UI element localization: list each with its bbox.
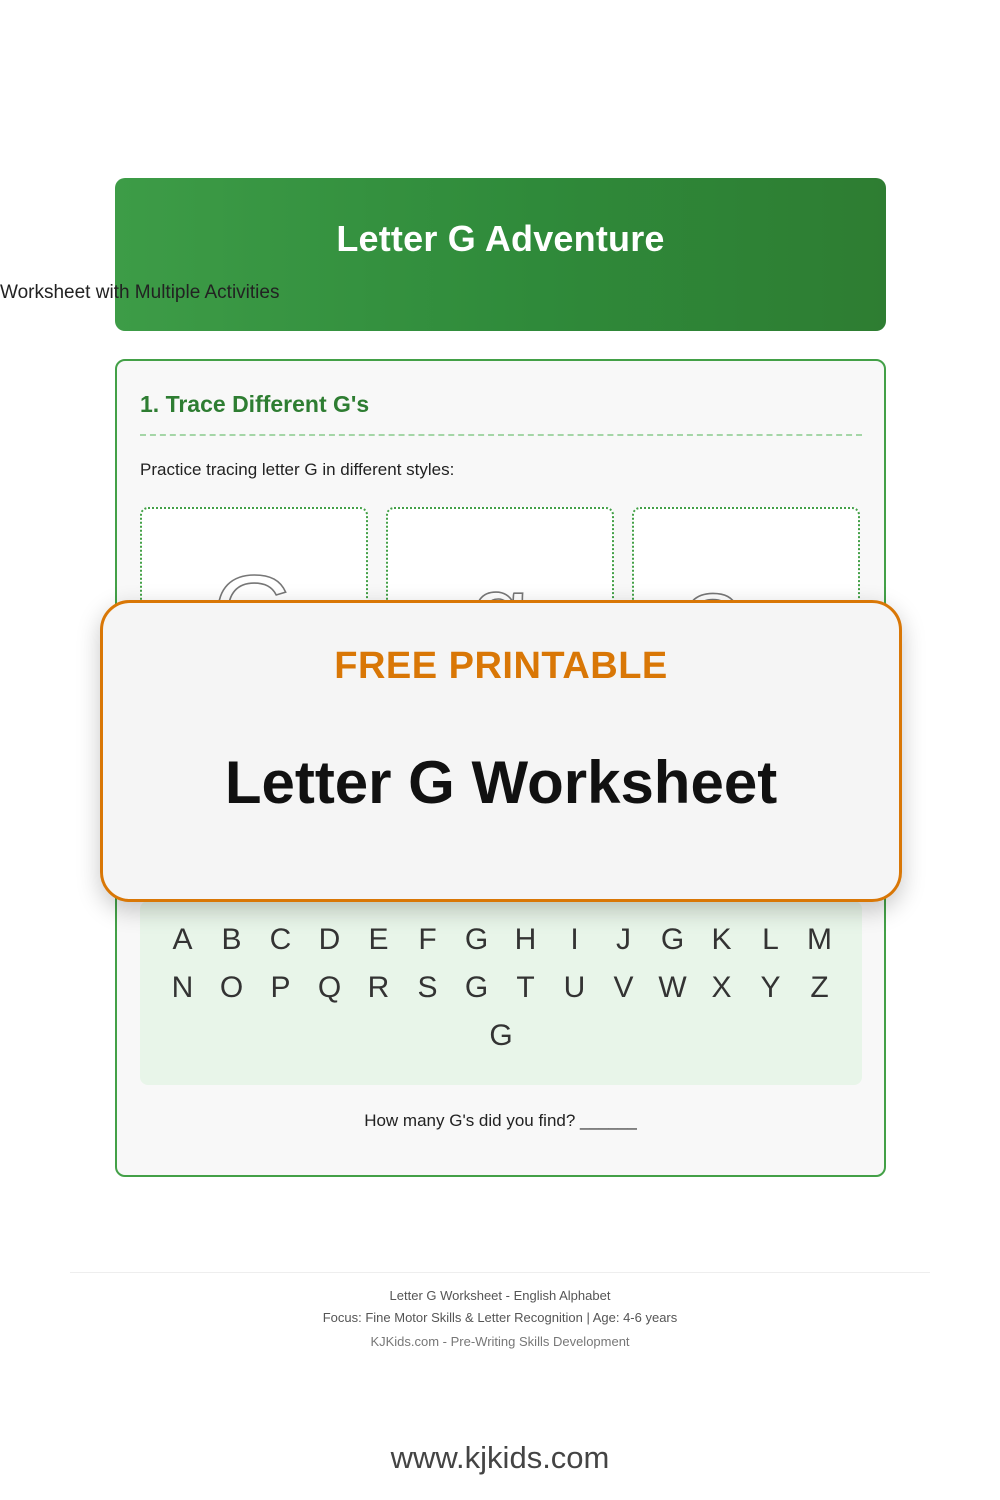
alphabet-row-1 xyxy=(140,923,862,957)
alphabet-letter: L xyxy=(762,923,779,956)
alphabet-letter: R xyxy=(367,971,390,1004)
alphabet-row-3 xyxy=(140,1019,862,1053)
alphabet-letter: I xyxy=(570,923,579,956)
worksheet-header xyxy=(115,178,886,331)
alphabet-letter: G xyxy=(464,923,489,956)
alphabet-letter: Q xyxy=(317,971,342,1004)
section-title: 1. Trace Different G's xyxy=(140,391,370,417)
footer-line-focus: Focus: Fine Motor Skills & Letter Recognition | Age: 4-6 years xyxy=(322,1310,678,1325)
alphabet-letter: P xyxy=(270,971,291,1004)
alphabet-letter: M xyxy=(807,923,832,956)
alphabet-letter: C xyxy=(269,923,292,956)
alphabet-letter: O xyxy=(219,971,244,1004)
alphabet-letter: N xyxy=(171,971,194,1004)
footer-line-title: Letter G Worksheet - English Alphabet xyxy=(389,1288,611,1303)
alphabet-letter: J xyxy=(616,923,631,956)
alphabet-letter: D xyxy=(318,923,341,956)
section-divider xyxy=(140,434,862,436)
count-question: How many G's did you find? ______ xyxy=(364,1111,637,1130)
section-instruction: Practice tracing letter G in different styles: xyxy=(140,460,455,479)
alphabet-letter: V xyxy=(613,971,634,1004)
alphabet-letter: A xyxy=(172,923,193,956)
alphabet-row-2 xyxy=(140,971,862,1005)
promo-banner xyxy=(100,600,902,902)
alphabet-letter: G xyxy=(489,1019,513,1052)
site-url[interactable]: www.kjkids.com xyxy=(390,1440,610,1475)
alphabet-letter: K xyxy=(711,923,732,956)
alphabet-letter: U xyxy=(563,971,586,1004)
alphabet-letter: F xyxy=(418,923,437,956)
worksheet-title: Letter G Adventure xyxy=(336,218,665,259)
footer-divider xyxy=(70,1272,930,1273)
footer-line-brand: KJKids.com - Pre-Writing Skills Development xyxy=(370,1334,630,1349)
alphabet-letter: G xyxy=(660,923,685,956)
promo-title: Letter G Worksheet xyxy=(224,749,778,816)
alphabet-letter: W xyxy=(658,971,687,1004)
alphabet-letter: X xyxy=(711,971,732,1004)
alphabet-letter: Y xyxy=(760,971,781,1004)
alphabet-letter: E xyxy=(368,923,389,956)
alphabet-letter: T xyxy=(516,971,535,1004)
worksheet-subtitle: Worksheet with Multiple Activities xyxy=(0,282,280,303)
alphabet-letter: Z xyxy=(810,971,829,1004)
alphabet-letter: S xyxy=(417,971,438,1004)
alphabet-search-panel xyxy=(140,901,862,1085)
promo-kicker: FREE PRINTABLE xyxy=(334,645,668,687)
alphabet-letter: G xyxy=(464,971,489,1004)
alphabet-letter: H xyxy=(514,923,537,956)
alphabet-letter: B xyxy=(221,923,242,956)
